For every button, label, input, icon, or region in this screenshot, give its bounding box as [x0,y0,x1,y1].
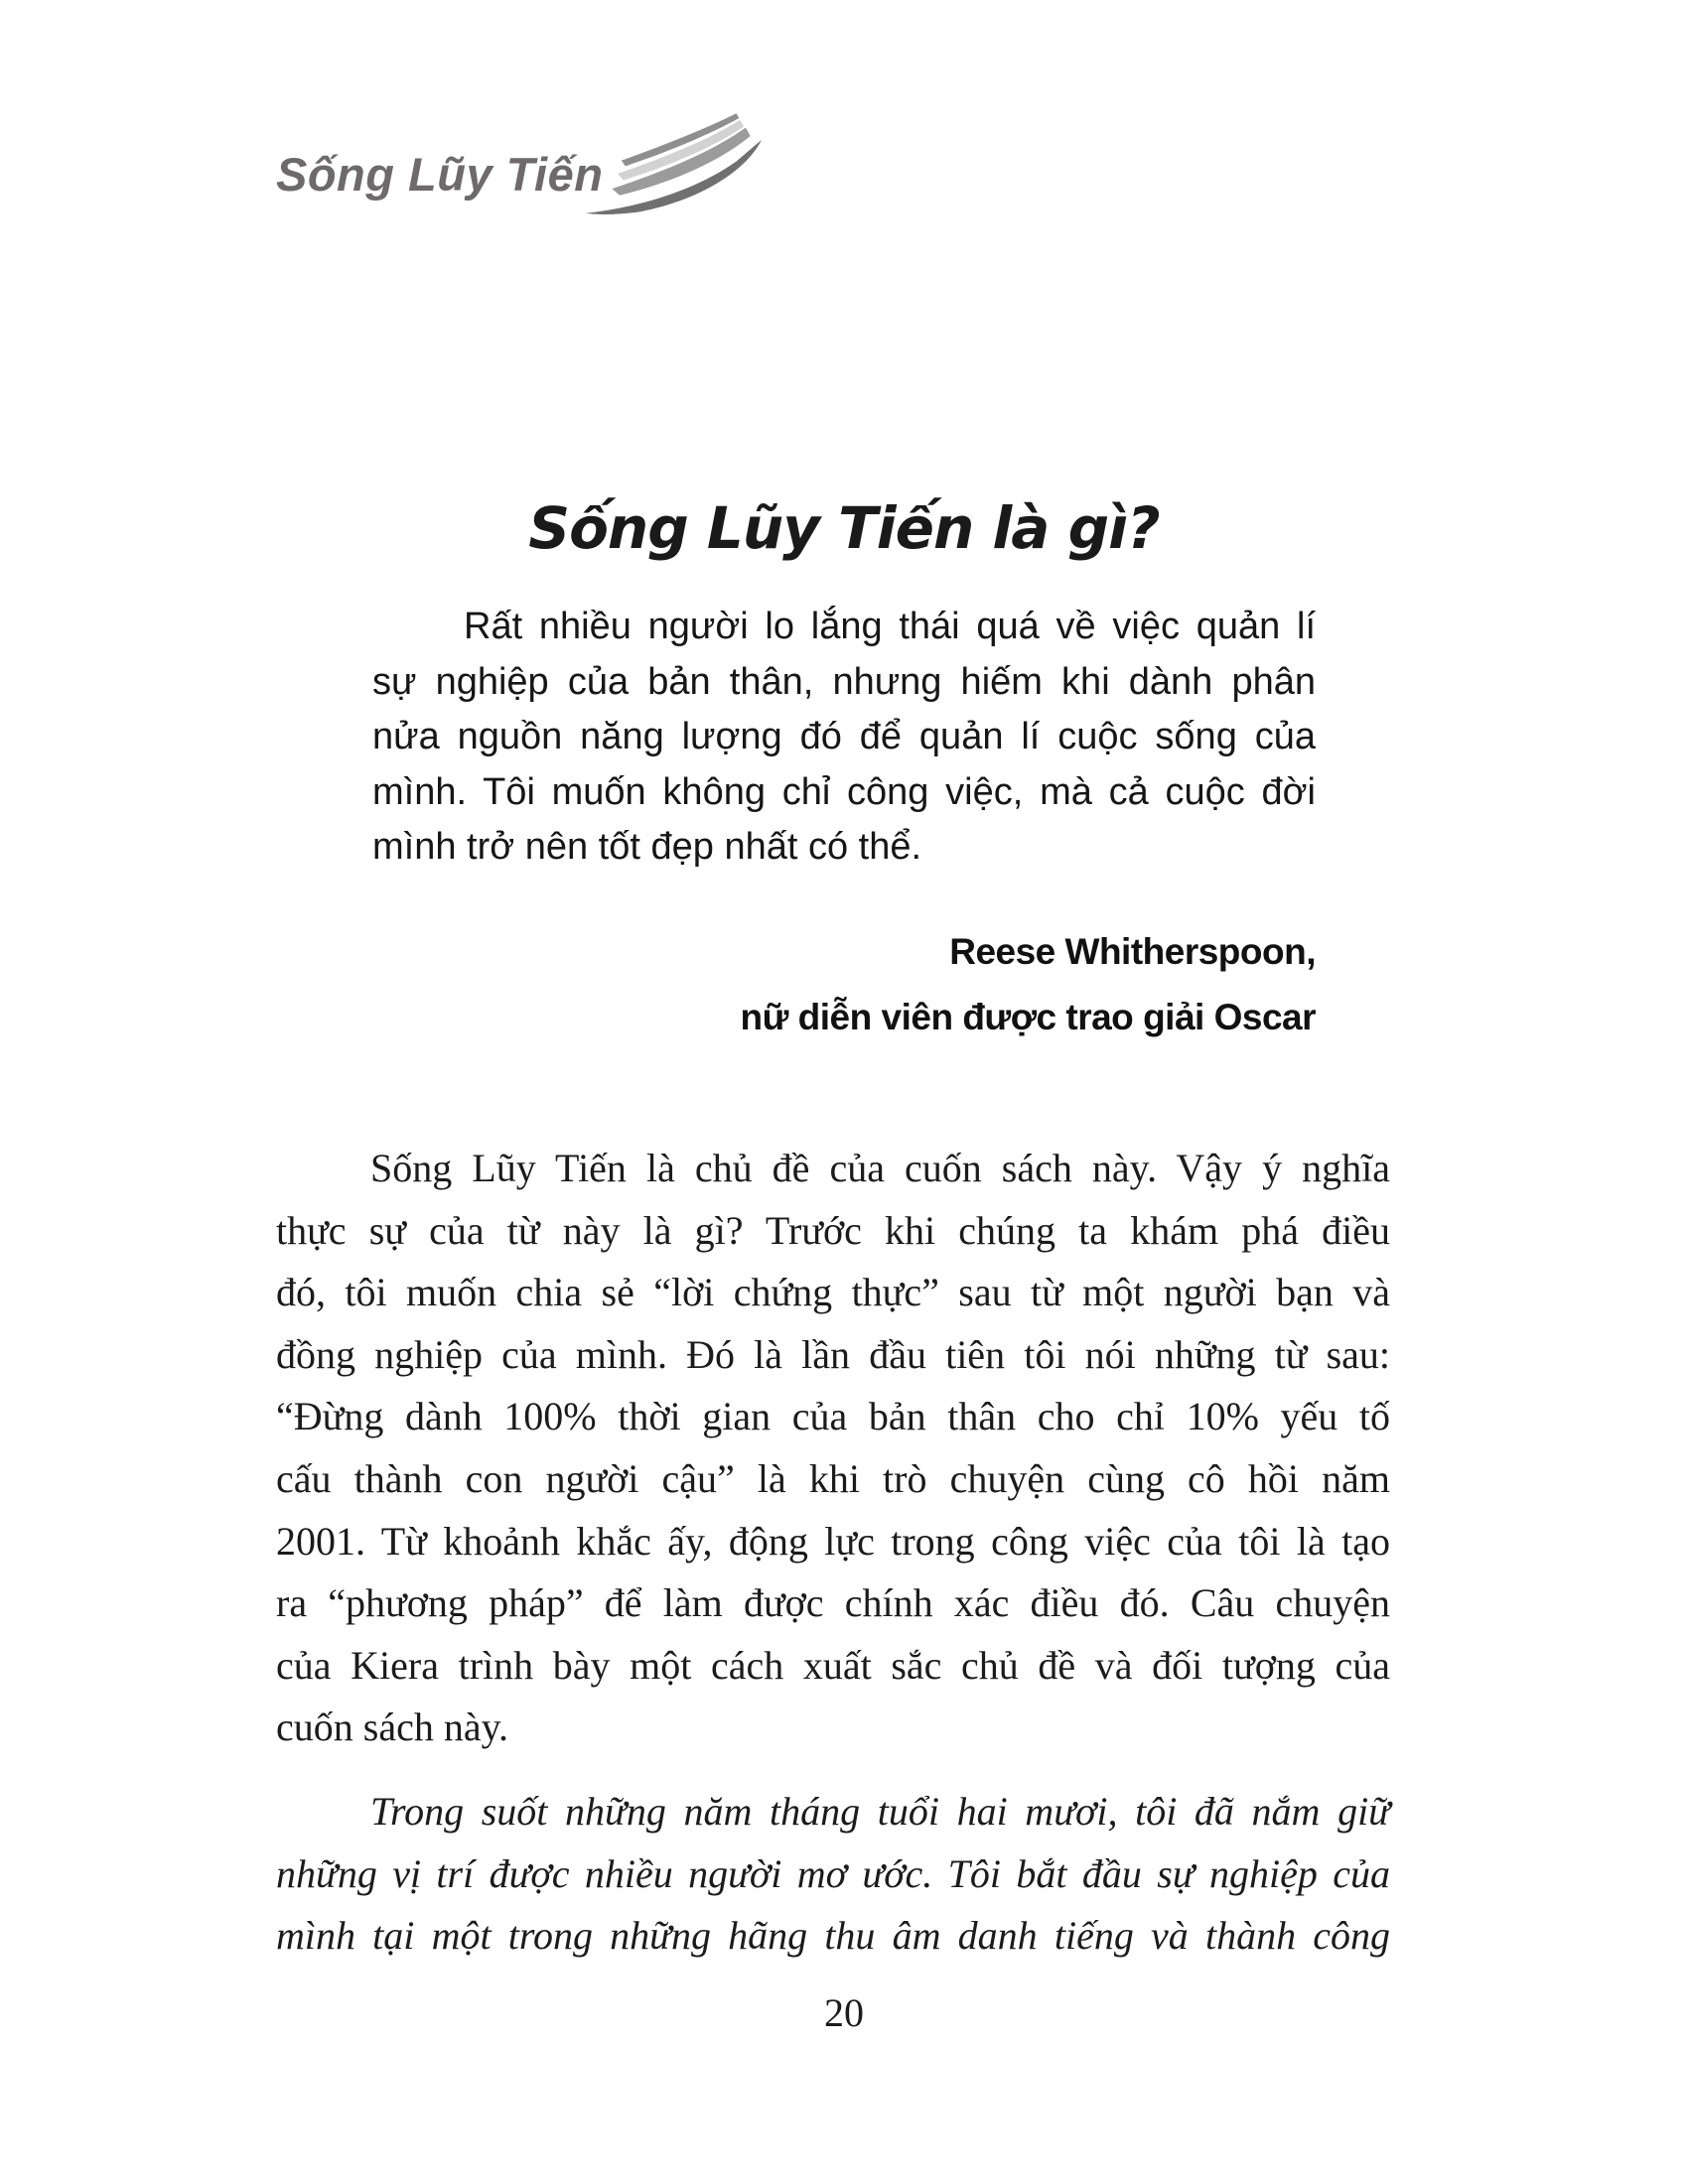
page-number: 20 [824,1990,864,2035]
body-line: Sống Lũy Tiến là chủ đề của cuốn sách này. Vậy ý nghĩa [370,1146,1390,1190]
body-paragraph-2-italic [276,1781,1390,1968]
body-line: thực sự của từ này là gì? Trước khi chúng ta khám phá điều [276,1207,1390,1253]
book-swoosh-icon [584,111,763,215]
body-line: đồng nghiệp của mình. Đó là lần đầu tiên tôi nói những từ sau: [276,1331,1390,1377]
quote-attribution [422,919,1316,1050]
body-line: những vị trí được nhiều người mơ ước. Tôi bắt đầu sự nghiệp của [276,1850,1390,1896]
body-line: ra “phương pháp” để làm được chính xác điều đó. Câu chuyện [276,1580,1390,1626]
body-line: đó, tôi muốn chia sẻ “lời chứng thực” sau từ một người bạn và [276,1270,1390,1315]
body-paragraph-1 [276,1138,1390,1759]
quote-line: mình trở nên tốt đẹp nhất có thể. [372,826,922,868]
body-line: 2001. Từ khoảnh khắc ấy, động lực trong công việc của tôi là tạo [276,1518,1390,1564]
chapter-title: Sống Lũy Tiến là gì? [528,494,1160,562]
quote-line: Rất nhiều người lo lắng thái quá về việc quản lí [464,606,1316,647]
epigraph-quote [372,600,1316,876]
quote-line: mình. Tôi muốn không chỉ công việc, mà cả cuộc đời [372,770,1316,813]
body-line: Trong suốt những năm tháng tuổi hai mươi, tôi đã nắm giữ [370,1789,1390,1834]
quote-line: sự nghiệp của bản thân, nhưng hiếm khi dành phân [372,660,1316,703]
body-line: cấu thành con người cậu” là khi trò chuyện cùng cô hồi năm [276,1455,1390,1501]
body-line: cuốn sách này. [276,1705,508,1750]
body-line: mình tại một trong những hãng thu âm danh tiếng và thành công [276,1913,1390,1959]
quote-line: nửa nguồn năng lượng đó để quản lí cuộc sống của [372,716,1316,757]
attribution-name: Reese Whitherspoon, [949,931,1316,972]
attribution-role: nữ diễn viên được trao giải Oscar [740,997,1316,1037]
body-line: “Đừng dành 100% thời gian của bản thân cho chỉ 10% yếu tố [276,1394,1390,1439]
body-line: của Kiera trình bày một cách xuất sắc chủ đề và đối tượng của [276,1642,1390,1688]
header-logo-text: Sống Lũy Tiến [276,148,604,201]
